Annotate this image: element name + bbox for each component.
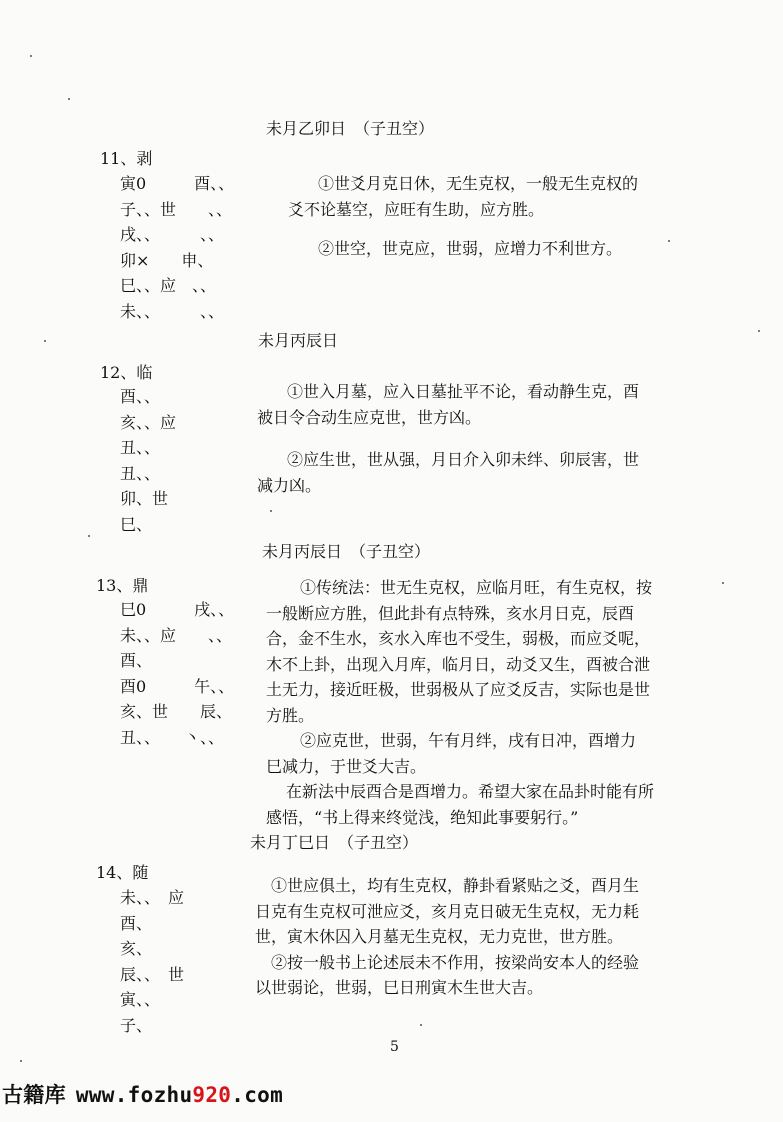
analysis-line: 以世弱论，世弱，巳日刑寅木生世大吉。 — [255, 978, 544, 997]
analysis-line: 被日令合动生应克世，世方凶。 — [257, 407, 482, 427]
yao-line: 卯× 申、 — [120, 250, 214, 270]
analysis-line: 土无力，接近旺极，世弱极从了应爻反吉，实际也是世 — [266, 680, 651, 699]
analysis-line: 木不上卦，出现入月库，临月日，动爻又生，酉被合泄 — [266, 654, 651, 674]
scan-speck — [20, 1060, 22, 1062]
analysis-line: 方胜。 — [266, 705, 315, 725]
analysis-line: 日克有生克权可泄应爻，亥月克日破无生克权，无力耗 — [255, 901, 640, 921]
url-prefix: www.fozhu — [75, 1083, 193, 1107]
yao-line: 巳、 — [120, 514, 153, 534]
yao-line: 丑、、 — [120, 438, 161, 457]
yao-line: 寅、、 — [120, 990, 161, 1009]
site-name: 古籍库 — [2, 1083, 66, 1107]
hexagram-title-13: 13、鼎 — [96, 576, 149, 595]
scan-speck — [668, 240, 670, 242]
analysis-line: 巳减力，于世爻大吉。 — [266, 756, 427, 776]
analysis-line: ①世入月墓，应入日墓扯平不论，看动静生克，酉 — [287, 382, 640, 401]
section-heading-14: 未月丁巳日 （子丑空） — [250, 833, 419, 852]
yao-line: 寅0 酉、、 — [120, 174, 235, 193]
yao-lines-13 — [120, 597, 234, 750]
yao-line: 丑、、 — [120, 463, 161, 483]
hexagram-title-11: 11、剥 — [100, 149, 153, 168]
page-number: 5 — [390, 1039, 399, 1055]
analysis-11 — [288, 171, 638, 262]
scan-speck — [722, 582, 724, 584]
hexagram-title-12: 12、临 — [100, 363, 153, 382]
analysis-line: ①世爻月克日休，无生克权，一般无生克权的 — [318, 174, 639, 193]
yao-line: 亥、世 辰、 — [120, 702, 233, 721]
yao-line: 酉、、 — [120, 387, 161, 406]
yao-line: 子、、世 、、 — [120, 199, 233, 219]
yao-line: 酉、 — [120, 651, 153, 670]
analysis-14 — [255, 873, 639, 1001]
yao-line: 酉、 — [120, 913, 153, 933]
scan-speck — [270, 510, 272, 512]
analysis-line: ①传统法：世无生克权，应临月旺，有生克权，按 — [300, 578, 653, 597]
yao-line: 丑、、 丶、、 — [120, 727, 225, 747]
url-number: 920 — [192, 1083, 232, 1107]
analysis-line: 减力凶。 — [257, 475, 322, 495]
analysis-line: 爻不论墓空，应旺有生助，应方胜。 — [288, 199, 545, 219]
scan-speck — [30, 55, 32, 57]
analysis-line: ②世空，世克应，世弱，应增力不利世方。 — [318, 239, 623, 258]
scan-speck — [420, 1024, 422, 1026]
yao-lines-11 — [120, 171, 234, 324]
yao-lines-12 — [120, 384, 176, 537]
yao-lines-14 — [120, 885, 184, 1038]
scan-speck — [44, 340, 46, 342]
analysis-line: 世，寅木休囚入月墓无生克权，无力克世，世方胜。 — [255, 927, 624, 946]
yao-line: 巳、、应 、、 — [120, 276, 217, 295]
hexagram-title-14: 14、随 — [96, 863, 149, 882]
section-heading-13: 未月丙辰日 （子丑空） — [262, 542, 431, 561]
analysis-line: 一般断应方胜，但此卦有点特殊，亥水月日克，辰酉 — [266, 603, 635, 623]
analysis-line: ②应生世，世从强，月日介入卯未绊、卯辰害，世 — [287, 450, 640, 469]
analysis-12 — [257, 379, 639, 498]
analysis-line: 在新法中辰酉合是酉增力。希望大家在品卦时能有所 — [286, 782, 655, 801]
yao-line: 戌、、 、、 — [120, 225, 225, 244]
yao-line: 辰、、 世 — [120, 964, 185, 984]
section-heading-12: 未月丙辰日 — [258, 331, 339, 350]
scan-speck — [88, 535, 90, 537]
scan-speck — [68, 98, 70, 100]
yao-line: 未、、 应 — [120, 888, 185, 907]
footer-watermark — [2, 1085, 283, 1106]
yao-line: 亥、 — [120, 939, 153, 958]
yao-line: 未、、应 、、 — [120, 625, 233, 645]
yao-line: 子、 — [120, 1015, 153, 1035]
analysis-line: ②应克世，世弱，午有月绊，戌有日冲，酉增力 — [300, 731, 637, 750]
analysis-13 — [266, 575, 654, 830]
yao-line: 酉0 午、、 — [120, 676, 235, 696]
url-suffix: .com — [231, 1083, 284, 1107]
analysis-line: 感悟，“书上得来终觉浅，绝知此事要躬行。” — [266, 807, 579, 827]
analysis-line: ②按一般书上论述辰未不作用，按梁尚安本人的经验 — [271, 952, 640, 972]
analysis-line: ①世应俱土，均有生克权，静卦看紧贴之爻，酉月生 — [271, 876, 640, 895]
yao-line: 亥、、应 — [120, 412, 177, 432]
yao-line: 巳0 戌、、 — [120, 600, 235, 619]
spacer — [288, 222, 638, 236]
section-heading-11: 未月乙卯日 （子丑空） — [266, 119, 435, 138]
spacer — [257, 430, 639, 447]
yao-line: 未、、 、、 — [120, 301, 225, 321]
analysis-line: 合，金不生水，亥水入库也不受生，弱极，而应爻呢， — [266, 629, 651, 648]
yao-line: 卯、世 — [120, 489, 169, 508]
scan-speck — [758, 330, 760, 332]
